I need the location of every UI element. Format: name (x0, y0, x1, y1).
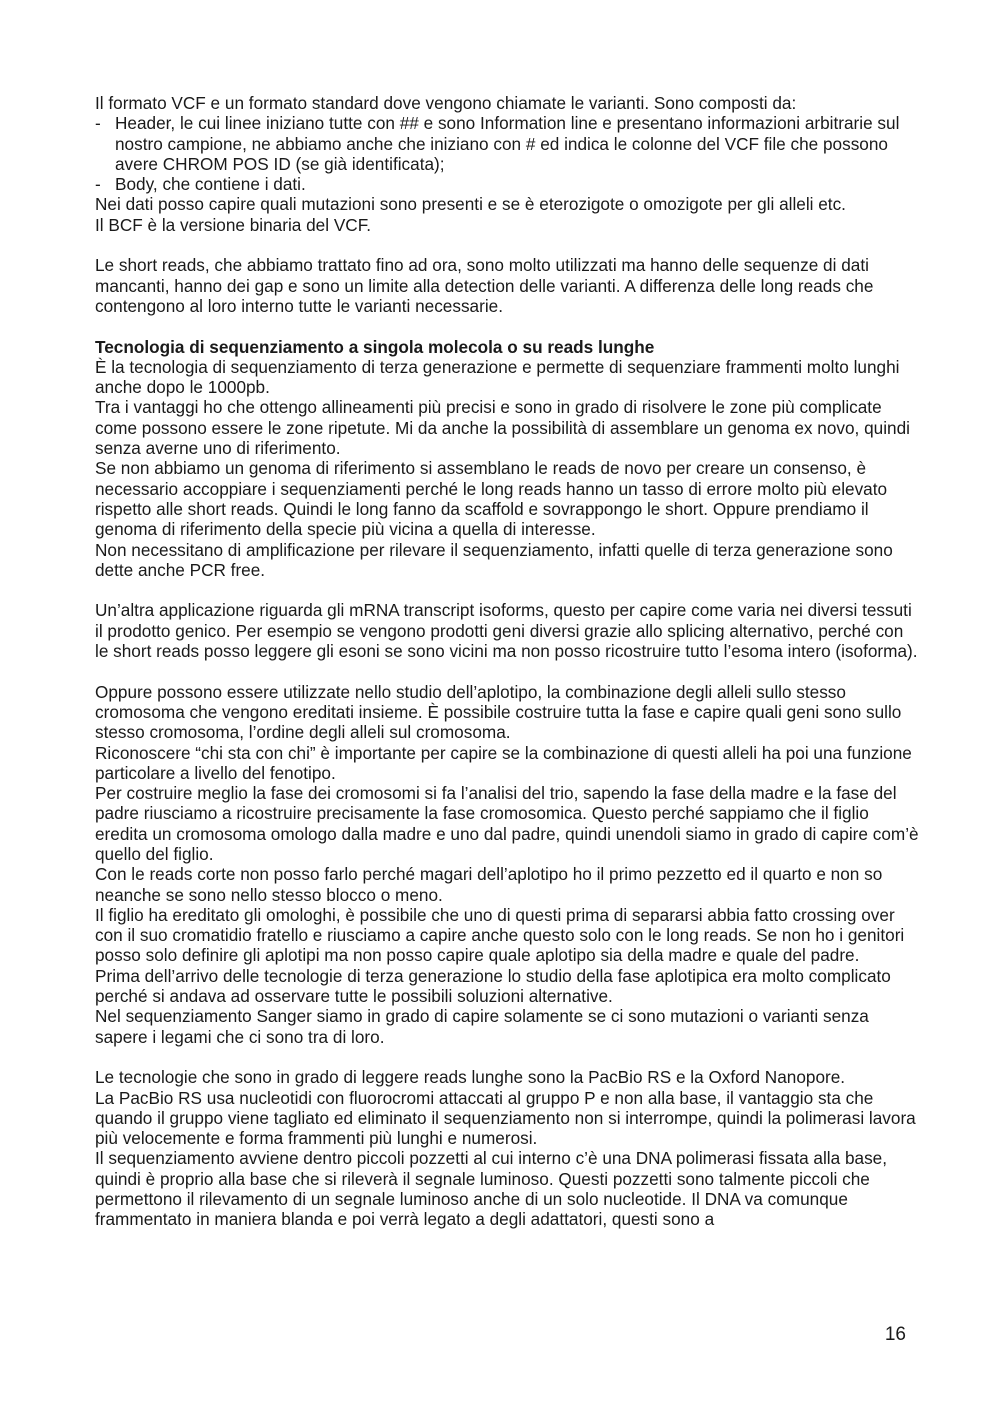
bullet-text: Body, che contiene i dati. (115, 174, 306, 195)
paragraph-gap (95, 316, 920, 336)
advantages-paragraph: Tra i vantaggi ho che ottengo allineamenti più precisi e sono in grado di risolvere le zone più complicate come possono essere le zone ripetute. Mi da anche la possibilità di assemblare un genoma ex novo, quindi senza averne uno di riferimento. (95, 397, 910, 459)
wells-paragraph: Il sequenziamento avviene dentro piccoli pozzetti al cui interno c’è una DNA polimerasi fissata alla base, quindi è proprio alla base che si rileverà il segnale luminoso. Questi pozzetti sono talmente piccoli che permettono il rilevamento di un segnale luminoso anche di un solo nucleotide. Il DNA va comunque frammentato in maniera blanda e poi verrà legato a degli adattatori, questi sono a (95, 1148, 888, 1230)
pacbio-paragraph: La PacBio RS usa nucleotidi con fluorocromi attaccati al gruppo P e non alla base, il vantaggio sta che quando il gruppo viene tagliato ed eliminato il sequenziamento non si interrompe, quindi la polimerasi lavora più velocemente e forma frammenti più lunghi e numerosi. (95, 1087, 916, 1149)
sanger-paragraph: Nel sequenziamento Sanger siamo in grado di capire solamente se ci sono mutazioni o varianti senza sapere i legami che ci sono tra di loro. (95, 1006, 869, 1047)
phase-history-paragraph: Prima dell’arrivo delle tecnologie di terza generazione lo studio della fase aplotipica era molto complicato perché si andava ad osservare tutte le possibili soluzioni alternative. (95, 965, 891, 1007)
bullet-item-header (95, 113, 920, 174)
bullet-item-body (95, 174, 920, 194)
vcf-intro-paragraph: Il formato VCF e un formato standard dove vengono chiamate le varianti. Sono composti da: (95, 93, 797, 113)
document-page (95, 93, 920, 1230)
pcr-free-paragraph: Non necessitano di amplificazione per rilevare il sequenziamento, infatti quelle di terza generazione sono dette anche PCR free. (95, 539, 893, 580)
trio-analysis-paragraph: Per costruire meglio la fase dei cromosomi si fa l’analisi del trio, sapendo la fase della madre e la fase del padre riusciamo a ricostruire precisamente la fase cromosomica. Questo perché sappiamo che il figlio eredita un cromosoma omologo dalla madre e uno dal padre, quindi unendoli siamo in grado di capire com’è quello del figlio. (95, 783, 919, 864)
bullet-marker: - (95, 113, 101, 134)
isoforms-paragraph: Un’altra applicazione riguarda gli mRNA transcript isoforms, questo per capire come varia nei diversi tessuti il prodotto genico. Per esempio se vengono prodotti geni diversi grazie allo splicing alternativo, perché con le short reads posso leggere gli esoni se sono vicini ma non posso ricostruire tutto l’esoma intero (isoforma). (95, 600, 918, 662)
third-gen-paragraph: È la tecnologia di sequenziamento di terza generazione e permette di sequenziare frammenti molto lunghi anche dopo le 1000pb. (95, 356, 900, 398)
bcf-paragraph: Il BCF è la versione binaria del VCF. (95, 214, 372, 235)
de-novo-paragraph: Se non abbiamo un genoma di riferimento si assemblano le reads de novo per creare un consenso, è necessario accoppiare i sequenziamenti perché le long reads hanno un tasso di errore molto più elevato rispetto alle short reads. Quindi le long fanno da scaffold e sovrappongo le short. Oppure prendiamo il genoma di riferimento della specie più vicina a quella di interesse. (95, 458, 888, 540)
short-reads-paragraph: Le short reads, che abbiamo trattato fino ad ora, sono molto utilizzati ma hanno delle sequenze di dati mancanti, hanno dei gap e sono un limite alla detection delle varianti. A differenza delle long reads che contengono al loro interno tutte le varianti necessarie. (95, 255, 874, 316)
section-heading: Tecnologia di sequenziamento a singola molecola o su reads lunghe (95, 336, 655, 357)
paragraph-gap (95, 580, 920, 600)
paragraph-gap (95, 661, 920, 681)
page-number: 16 (884, 1324, 906, 1345)
long-read-tech-paragraph: Le tecnologie che sono in grado di leggere reads lunghe sono la PacBio RS e la Oxford Nanopore. (95, 1067, 846, 1088)
who-with-whom-paragraph: Riconoscere “chi sta con chi” è importante per capire se la combinazione di questi alleli ha poi una funzione particolare a livello del fenotipo. (95, 742, 912, 783)
bullet-text: Header, le cui linee iniziano tutte con ## e sono Information line e presentano informazioni arbitrarie sul nostro campione, ne abbiamo anche che iniziano con # ed indica le colonne del VCF file che possono avere CHROM POS ID (se già identificata); (115, 113, 900, 174)
bullet-marker: - (95, 174, 101, 195)
paragraph-gap (95, 1047, 920, 1067)
crossing-over-paragraph: Il figlio ha ereditato gli omologhi, è possibile che uno di questi prima di separarsi abbia fatto crossing over con il suo cromatidio fratello e riusciamo a capire anche questo solo con le long reads. Se non ho i genitori posso solo definire gli aplotipi ma non posso capire quale aplotipo sia della madre e quale del padre. (95, 904, 905, 966)
paragraph-gap (95, 235, 920, 255)
vcf-alleles-paragraph: Nei dati posso capire quali mutazioni sono presenti e se è eterozigote o omozigote per gli alleli etc. (95, 194, 846, 215)
haplotype-paragraph: Oppure possono essere utilizzate nello studio dell’aplotipo, la combinazione degli alleli sullo stesso cromosoma che vengono ereditati insieme. È possibile costruire tutta la fase e capire quali geni sono sullo stesso cromosoma, l’ordine degli alleli sul cromosoma. (95, 681, 902, 743)
short-reads-limit-paragraph: Con le reads corte non posso farlo perché magari dell’aplotipo ho il primo pezzetto ed il quarto e non so neanche se sono nello stesso blocco o meno. (95, 864, 883, 905)
